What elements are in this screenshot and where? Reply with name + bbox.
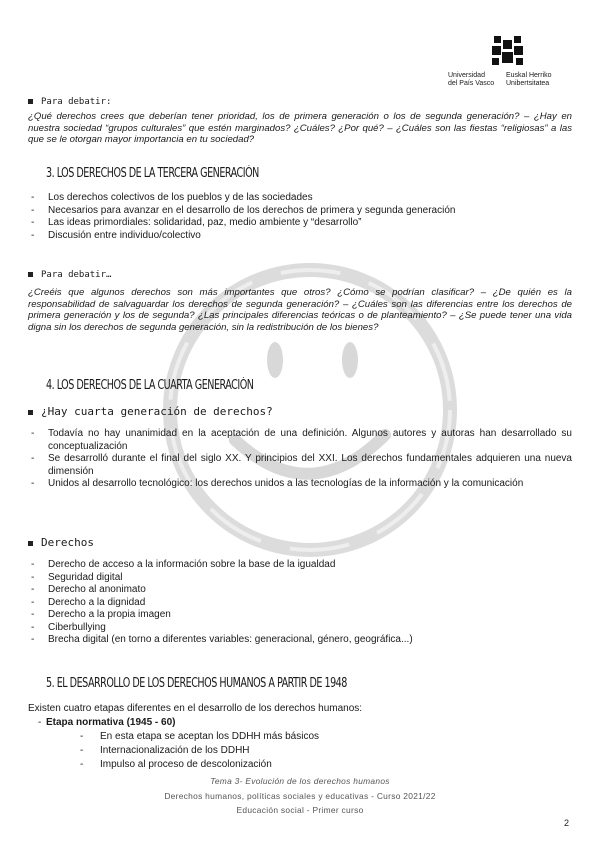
footer-topic: Tema 3- Evolución de los derechos humanos [210, 776, 390, 786]
debate-label-1: Para debatir: [41, 97, 112, 107]
logo-line2-es: del País Vasco [448, 80, 495, 87]
list-item: - Unidos al desarrollo tecnológico: los derechos unidos a las tecnologías de la información y la comunicación [28, 478, 572, 491]
debate-heading-2 [28, 270, 111, 280]
section-4-sub-2 [28, 536, 94, 549]
square-bullet-icon [28, 99, 33, 104]
stage-1-list [80, 730, 319, 772]
footer-course: Derechos humanos, políticas sociales y educativas - Curso 2021/22 [164, 791, 436, 801]
footer-program: Educación social - Primer curso [236, 805, 364, 815]
list-item: - Internacionalización de los DDHH [80, 744, 319, 758]
list-item: - Derecho a la propia imagen [28, 609, 572, 622]
debate-paragraph-2: ¿Creéis que algunos derechos son más importantes que otros? ¿Cómo se podrían clasificar? – ¿De quién es la responsabilidad de salvaguardar los derechos de segunda generación? – ¿Cuáles son las diferencias entre los derechos de primera generación y los de segunda? ¿Las principales diferencias teóricas o de planteamiento? – ¿Se puede tener una vida digna sin los derechos de segunda generación, sin la redistribución de los bienes? [28, 287, 572, 333]
debate-paragraph-1: ¿Qué derechos crees que deberían tener prioridad, los de primera generación o los de segunda generación? – ¿Hay en nuestra sociedad “grupos culturales” que estén marginados? ¿Cuáles? ¿Por qué? – ¿Cuáles son las fiestas “religiosas” a las que se le otorgan mayor importancia en tu sociedad? [28, 111, 572, 145]
logo-text-es [448, 72, 502, 88]
logo-line1-es: Universidad [448, 72, 485, 79]
stage-1-title: - Etapa normativa (1945 - 60) [46, 717, 176, 728]
list-item: - Derecho a la dignidad [28, 597, 572, 610]
logo-line2-eu: Unibertsitatea [506, 80, 550, 87]
list-item: - Derecho de acceso a la información sobre la base de la igualdad [28, 559, 572, 572]
section-3-list [28, 192, 572, 242]
logo-line1-eu: Euskal Herriko [506, 72, 552, 79]
square-bullet-icon [28, 541, 33, 546]
list-item: - Brecha digital (en torno a diferentes variables: generacional, género, geográfica...) [28, 634, 572, 647]
logo-text-eu [506, 72, 566, 88]
list-item: - Ciberbullying [28, 622, 572, 635]
section-4-list-2 [28, 559, 572, 647]
list-item: - Todavía no hay unanimidad en la aceptación de una definición. Algunos autores y autoras han desarrollado su conceptualización [28, 428, 572, 453]
list-item: - Los derechos colectivos de los pueblos y de las sociedades [28, 192, 572, 205]
list-item: - En esta etapa se aceptan los DDHH más básicos [80, 730, 319, 744]
list-item: - Necesarios para avanzar en el desarrollo de los derechos de primera y segunda generación [28, 205, 572, 218]
sub-heading-label: Derechos [41, 536, 94, 549]
list-item: - Derecho al anonimato [28, 584, 572, 597]
section-4-sub-1 [28, 405, 273, 418]
section-5-intro: Existen cuatro etapas diferentes en el desarrollo de los derechos humanos: [28, 703, 363, 714]
list-item: - Se desarrolló durante el final del siglo XX. Y principios del XXI. Los derechos fundamentales adquieren una nueva dimensión [28, 453, 572, 478]
debate-label-2: Para debatir… [41, 270, 112, 280]
square-bullet-icon [28, 410, 33, 415]
section-4-list-1 [28, 428, 572, 491]
sub-heading-label: ¿Hay cuarta generación de derechos? [41, 405, 273, 418]
list-item: - Seguridad digital [28, 572, 572, 585]
list-item: - Impulso al proceso de descolonización [80, 758, 319, 772]
section-4-heading: 4. LOS DERECHOS DE LA CUARTA GENERACIÓN [46, 378, 254, 393]
square-bullet-icon [28, 272, 33, 277]
list-item: - Las ideas primordiales: solidaridad, paz, medio ambiente y “desarrollo” [28, 217, 572, 230]
section-3-heading: 3. LOS DERECHOS DE LA TERCERA GENERACIÓN [46, 166, 259, 181]
section-5-heading: 5. EL DESARROLLO DE LOS DERECHOS HUMANOS A PARTIR DE 1948 [46, 676, 347, 691]
page-number: 2 [564, 818, 570, 828]
university-logo [448, 34, 568, 90]
debate-heading-1 [28, 97, 111, 107]
list-item: - Discusión entre individuo/colectivo [28, 230, 572, 243]
ehu-emblem-icon [488, 34, 526, 68]
